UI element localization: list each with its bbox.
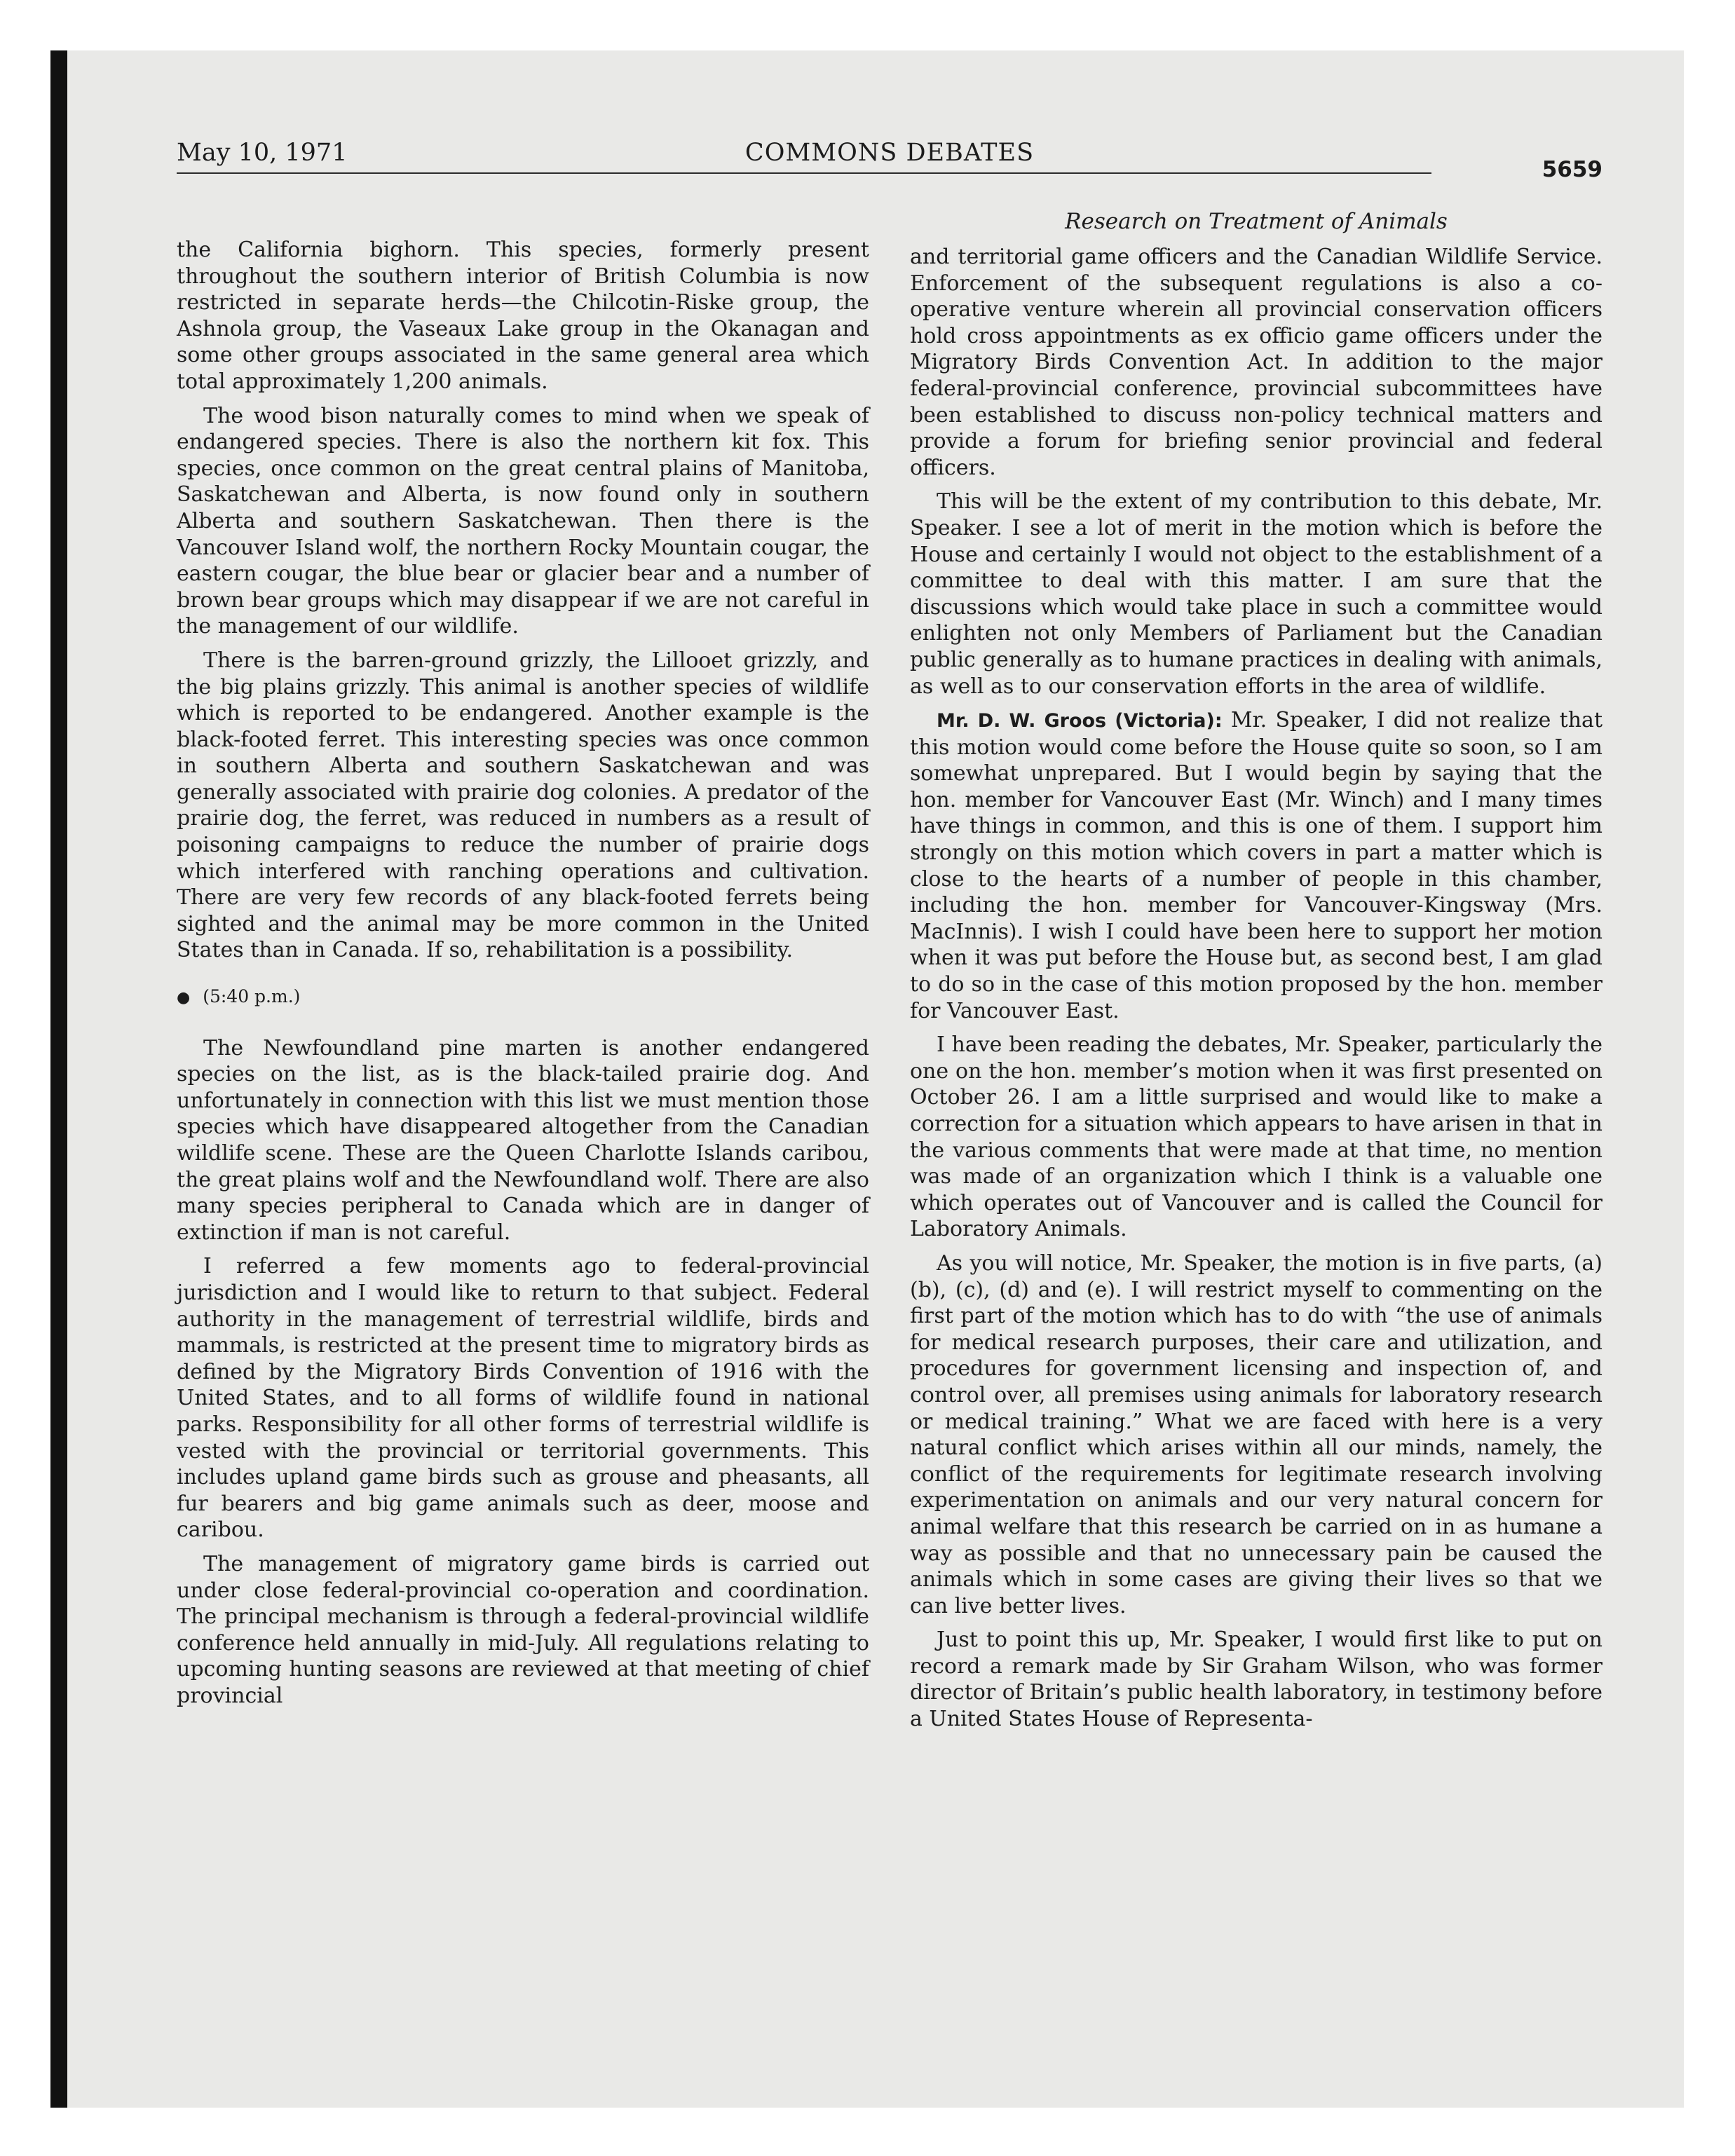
paragraph: Just to point this up, Mr. Speaker, I would first like to put on record a remark made by Sir Graham Wilson, who was former director of Britain’s public health laboratory, in testimony before a United States House of Representa- [910, 1628, 1603, 1732]
paragraph: I have been reading the debates, Mr. Speaker, particularly the one on the hon. member’s motion when it was first presented on October 26. I am a little surprised and would like to make a correction for a situation which appears to have arisen in that in the various comments that were made at that time, no mention was made of an organization which I think is a valuable one which operates out of Vancouver and is called the Council for Laboratory Animals. [910, 1032, 1603, 1242]
right-column [910, 244, 1603, 1740]
paragraph: I referred a few moments ago to federal-provincial jurisdiction and I would like to return to that subject. Federal authority in the management of terrestrial wildlife, birds and mammals, is restricted at the present time to migratory birds as defined by the Migratory Birds Convention of 1916 with the United States, and to all forms of wildlife found in national parks. Responsibility for all other forms of terrestrial wildlife is vested with the provincial or territorial governments. This includes upland game birds such as grouse and pheasants, all fur bearers and big game animals such as deer, moose and caribou. [177, 1254, 869, 1543]
header-journal-title: COMMONS DEBATES [744, 139, 1035, 167]
speech-text: Mr. Speaker, I did not realize that this motion would come before the House quite so soon, so I am somewhat unprepared. But I would begin by saying that the hon. member for Vancouver East (Mr. Winch) and I many times have things in common, and this is one of them. I support him strongly on this motion which covers in part a matter which is close to the hearts of a number of people in this chamber, including the hon. member for Vancouver-Kingsway (Mrs. MacInnis). I wish I could have been here to support her motion when it was put before the House but, as second best, I am glad to do so in the case of this motion proposed by the hon. member for Vancouver East. [910, 708, 1603, 1023]
scan-border [50, 50, 67, 2108]
page-number: 5659 [1542, 157, 1603, 182]
running-head: Research on Treatment of Animals [1065, 209, 1448, 234]
paragraph: The wood bison naturally comes to mind when we speak of endangered species. There is also the northern kit fox. This species, once common on the great central plains of Manitoba, Saskatchewan and Alberta, is now found only in southern Alberta and southern Saskatchewan. Then there is the Vancouver Island wolf, the northern Rocky Mountain cougar, the eastern cougar, the blue bear or glacier bear and a number of brown bear groups which may disappear if we are not careful in the management of our wildlife. [177, 403, 869, 639]
bullet-icon: ● [177, 989, 191, 1007]
time-marker-text: (5:40 p.m.) [203, 986, 301, 1007]
header-rule [177, 172, 1431, 174]
left-column [177, 237, 869, 1717]
page-header [177, 139, 1603, 182]
time-marker [177, 983, 869, 1011]
paragraph: The management of migratory game birds is carried out under close federal-provincial co-operation and coordination. The principal mechanism is through a federal-provincial wildlife conference held annually in mid-July. All regulations relating to upcoming hunting seasons are reviewed at that meeting of chief provincial [177, 1551, 869, 1708]
header-date: May 10, 1971 [177, 139, 348, 167]
paragraph: The Newfoundland pine marten is another endangered species on the list, as is the black-tailed prairie dog. And unfortunately in connection with this list we must mention those species which have disappeared altogether from the Canadian wildlife scene. These are the Queen Charlotte Islands caribou, the great plains wolf and the Newfoundland wolf. There are also many species peripheral to Canada which are in danger of extinction if man is not careful. [177, 1035, 869, 1245]
speaker-paragraph [910, 707, 1603, 1024]
paragraph: and territorial game officers and the Canadian Wildlife Service. Enforcement of the subsequent regulations is also a co-operative venture wherein all provincial conservation officers hold cross appointments as ex officio game officers under the Migratory Birds Convention Act. In addition to the major federal-provincial conference, provincial subcommittees have been established to discuss non-policy technical matters and provide a forum for briefing senior provincial and federal officers. [910, 245, 1603, 480]
speaker-name: Mr. D. W. Groos (Victoria): [937, 710, 1223, 732]
paragraph: the California bighorn. This species, formerly present throughout the southern interior of British Columbia is now restricted in separate herds—the Chilcotin-Riske group, the Ashnola group, the Vaseaux Lake group in the Okanagan and some other groups associated in the same general area which total approximately 1,200 animals. [177, 238, 869, 394]
paragraph: There is the barren-ground grizzly, the Lillooet grizzly, and the big plains grizzly. This animal is another species of wildlife which is reported to be endangered. Another example is the black-footed ferret. This interesting species was once common in southern Alberta and southern Saskatchewan and was generally associated with prairie dog colonies. A predator of the prairie dog, the ferret, was reduced in numbers as a result of poisoning campaigns to reduce the number of prairie dogs which interfered with ranching operations and cultivation. There are very few records of any black-footed ferrets being sighted and the animal may be more common in the United States than in Canada. If so, rehabilitation is a possibility. [177, 648, 869, 963]
paragraph: This will be the extent of my contribution to this debate, Mr. Speaker. I see a lot of merit in the motion which is before the House and certainly I would not object to the establishment of a committee to deal with this matter. I am sure that the discussions which would take place in such a committee would enlighten not only Members of Parliament but the Canadian public generally as to humane practices in dealing with animals, as well as to our conservation efforts in the area of wildlife. [910, 489, 1603, 699]
paragraph: As you will notice, Mr. Speaker, the motion is in five parts, (a) (b), (c), (d) and (e). I will restrict myself to commenting on the first part of the motion which has to do with “the use of animals for medical research purposes, their care and utilization, and procedures for government licensing and inspection of, and control over, all premises using animals for laboratory research or medical training.” What we are faced with here is a very natural conflict which arises within all our minds, namely, the conflict of the requirements for legitimate research involving experimentation on animals and our very natural concern for animal welfare that this research be carried on in as humane a way as possible and that no unnecessary pain be caused the animals which in some cases are giving their lives so that we can live better lives. [910, 1250, 1603, 1618]
